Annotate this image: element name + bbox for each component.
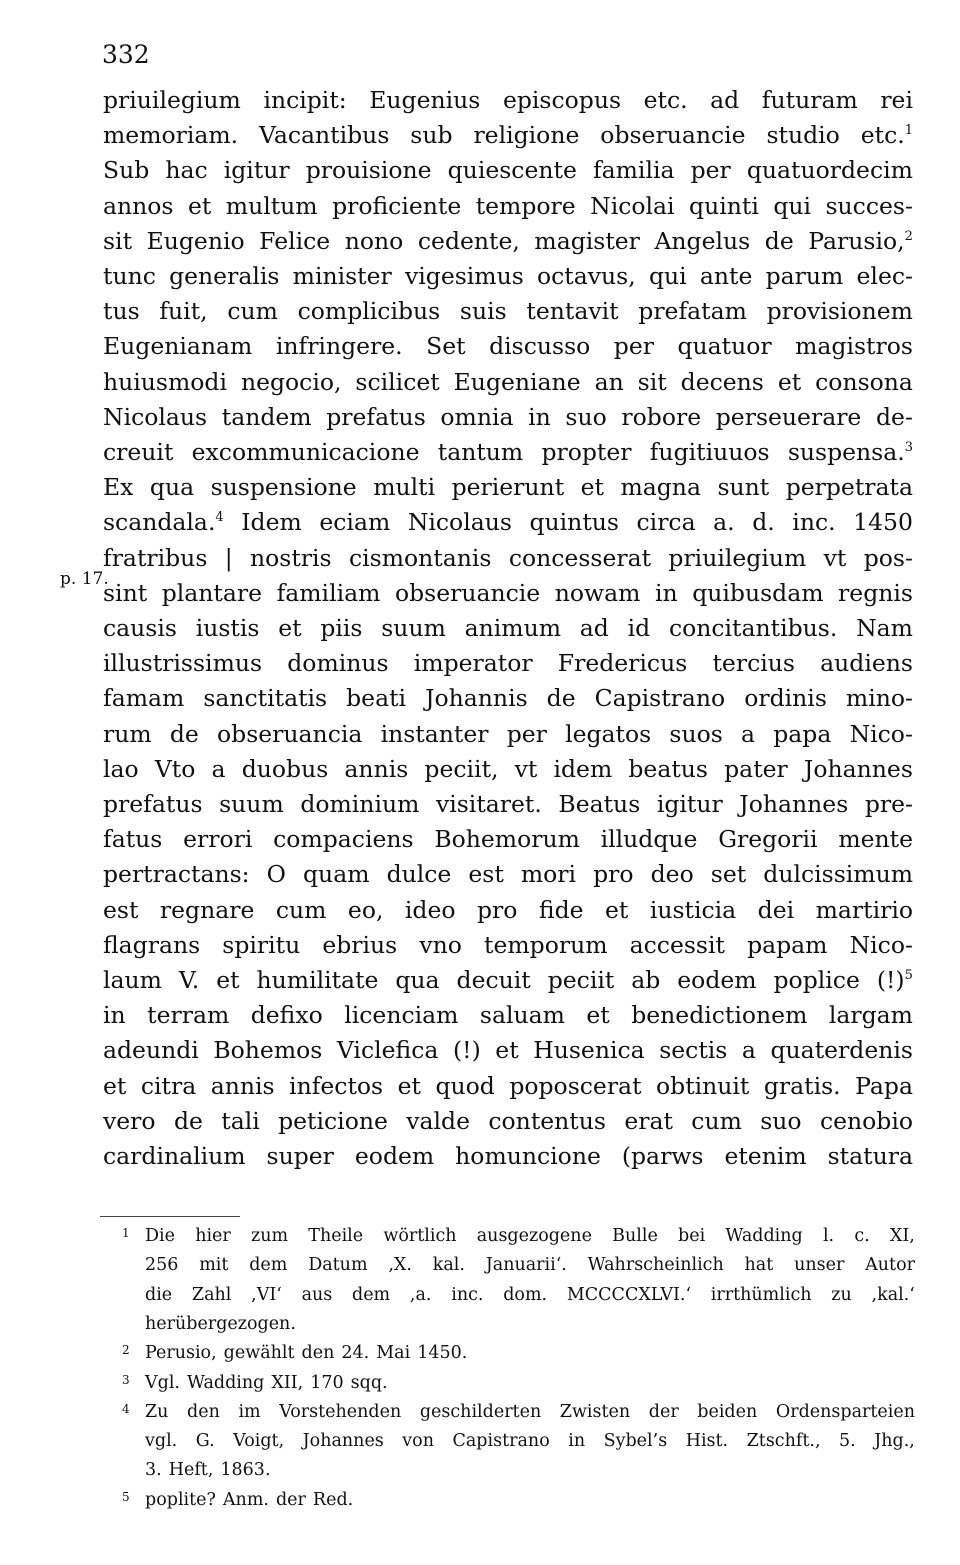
footnote-reference: 1 <box>904 123 913 139</box>
footnote-number: 2 <box>122 1343 130 1358</box>
body-line: tunc generalis minister vigesimus octavus, qui ante parum elec- <box>103 262 913 290</box>
footnote-reference: 3 <box>904 440 913 456</box>
body-line: laum V. et humilitate qua decuit peciit ab eodem poplice (!)$^5$ <box>103 966 913 994</box>
footnote-line: 3. Heft, 1863. <box>145 1460 271 1481</box>
body-line: famam sanctitatis beati Johannis de Capistrano ordinis mino- <box>103 684 913 713</box>
footnote-line: die Zahl ,VI‘ aus dem ,a. inc. dom. MCCCCXLVI.‘ irrthümlich zu ,kal.‘ <box>145 1284 915 1305</box>
body-line: lao Vto a duobus annis peciit, vt idem beatus pater Johannes <box>103 754 913 783</box>
body-line: rum de obseruancia instanter per legatos suos a papa Nico- <box>103 719 913 748</box>
body-line: cardinalium super eodem homuncione (parws etenim statura <box>103 1142 913 1170</box>
body-line: Ex qua suspensione multi perierunt et magna sunt perpetrata <box>103 473 913 502</box>
body-line: prefatus suum dominium visitaret. Beatus igitur Johannes pre- <box>103 790 913 818</box>
body-line: est regnare cum eo, ideo pro fide et iusticia dei martirio <box>103 895 913 924</box>
body-line: et citra annis infectos et quod poposcerat obtinuit gratis. Papa <box>103 1071 913 1100</box>
footnote-reference: 2 <box>904 228 913 244</box>
footnote-reference: 5 <box>904 968 913 984</box>
body-line: Sub hac igitur prouisione quiescente familia per quatuordecim <box>103 156 913 185</box>
body-line: vero de tali peticione valde contentus erat cum suo cenobio <box>103 1106 913 1135</box>
body-line: scandala.$^4$ Idem eciam Nicolaus quintus circa a. d. inc. 1450 <box>103 508 913 537</box>
body-line: tus fuit, cum complicibus suis tentavit prefatam provisionem <box>103 297 913 326</box>
body-line: illustrissimus dominus imperator Fredericus tercius audiens <box>103 649 913 678</box>
footnote-number: 4 <box>122 1401 130 1416</box>
body-line: in terram defixo licenciam saluam et benedictionem largam <box>103 1001 913 1030</box>
footnote-line: Die hier zum Theile wörtlich ausgezogene Bulle bei Wadding l. c. XI, <box>145 1226 915 1246</box>
footnote-reference: 4 <box>215 510 224 526</box>
body-line: sint plantare familiam obseruancie nowam in quibusdam regnis <box>103 578 913 607</box>
footnote-line: herübergezogen. <box>145 1313 296 1334</box>
body-line: pertractans: O quam dulce est mori pro deo set dulcissimum <box>103 860 913 889</box>
margin-note: p. 17. <box>60 569 109 589</box>
body-line: Eugenianam infringere. Set discusso per quatuor magistros <box>103 332 913 361</box>
body-line: annos et multum proficiente tempore Nicolai quinti qui succes- <box>103 191 913 220</box>
body-line: causis iustis et piis suum animum ad id concitantibus. Nam <box>103 614 913 642</box>
footnote-line: vgl. G. Voigt, Johannes von Capistrano in Sybel’s Hist. Ztschft., 5. Jhg., <box>145 1431 915 1452</box>
footnote-line: 256 mit dem Datum ,X. kal. Januarii‘. Wahrscheinlich hat unser Autor <box>145 1255 915 1276</box>
page-number: 332 <box>102 40 150 69</box>
footnote-number: 3 <box>122 1372 130 1387</box>
footnote-line: Zu den im Vorstehenden geschilderten Zwisten der beiden Ordensparteien <box>145 1401 915 1422</box>
footnote-line: Vgl. Wadding XII, 170 sqq. <box>145 1372 388 1393</box>
body-line: Nicolaus tandem prefatus omnia in suo robore perseuerare de- <box>103 402 913 431</box>
body-line: fratribus | nostris cismontanis concesserat priuilegium vt pos- <box>103 543 913 572</box>
footnote-line: poplite? Anm. der Red. <box>145 1489 354 1510</box>
body-line: adeundi Bohemos Viclefica (!) et Husenica sectis a quaterdenis <box>103 1036 913 1065</box>
body-line: creuit excommunicacione tantum propter fugitiuuos suspensa.$^3$ <box>103 438 913 466</box>
body-line: memoriam. Vacantibus sub religione obseruancie studio etc.$^1$ <box>103 121 913 150</box>
footnote-number: 1 <box>122 1226 130 1240</box>
body-line: sit Eugenio Felice nono cedente, magister Angelus de Parusio,$^2$ <box>103 226 913 255</box>
body-line: priuilegium incipit: Eugenius episcopus etc. ad futuram rei <box>103 86 913 114</box>
footnote-number: 5 <box>122 1489 130 1504</box>
body-line: flagrans spiritu ebrius vno temporum accessit papam Nico- <box>103 930 913 959</box>
footnote-rule <box>100 1216 240 1217</box>
body-line: fatus errori compaciens Bohemorum illudque Gregorii mente <box>103 825 913 854</box>
body-line: huiusmodi negocio, scilicet Eugeniane an sit decens et consona <box>103 367 913 396</box>
footnote-line: Perusio, gewählt den 24. Mai 1450. <box>145 1343 468 1364</box>
